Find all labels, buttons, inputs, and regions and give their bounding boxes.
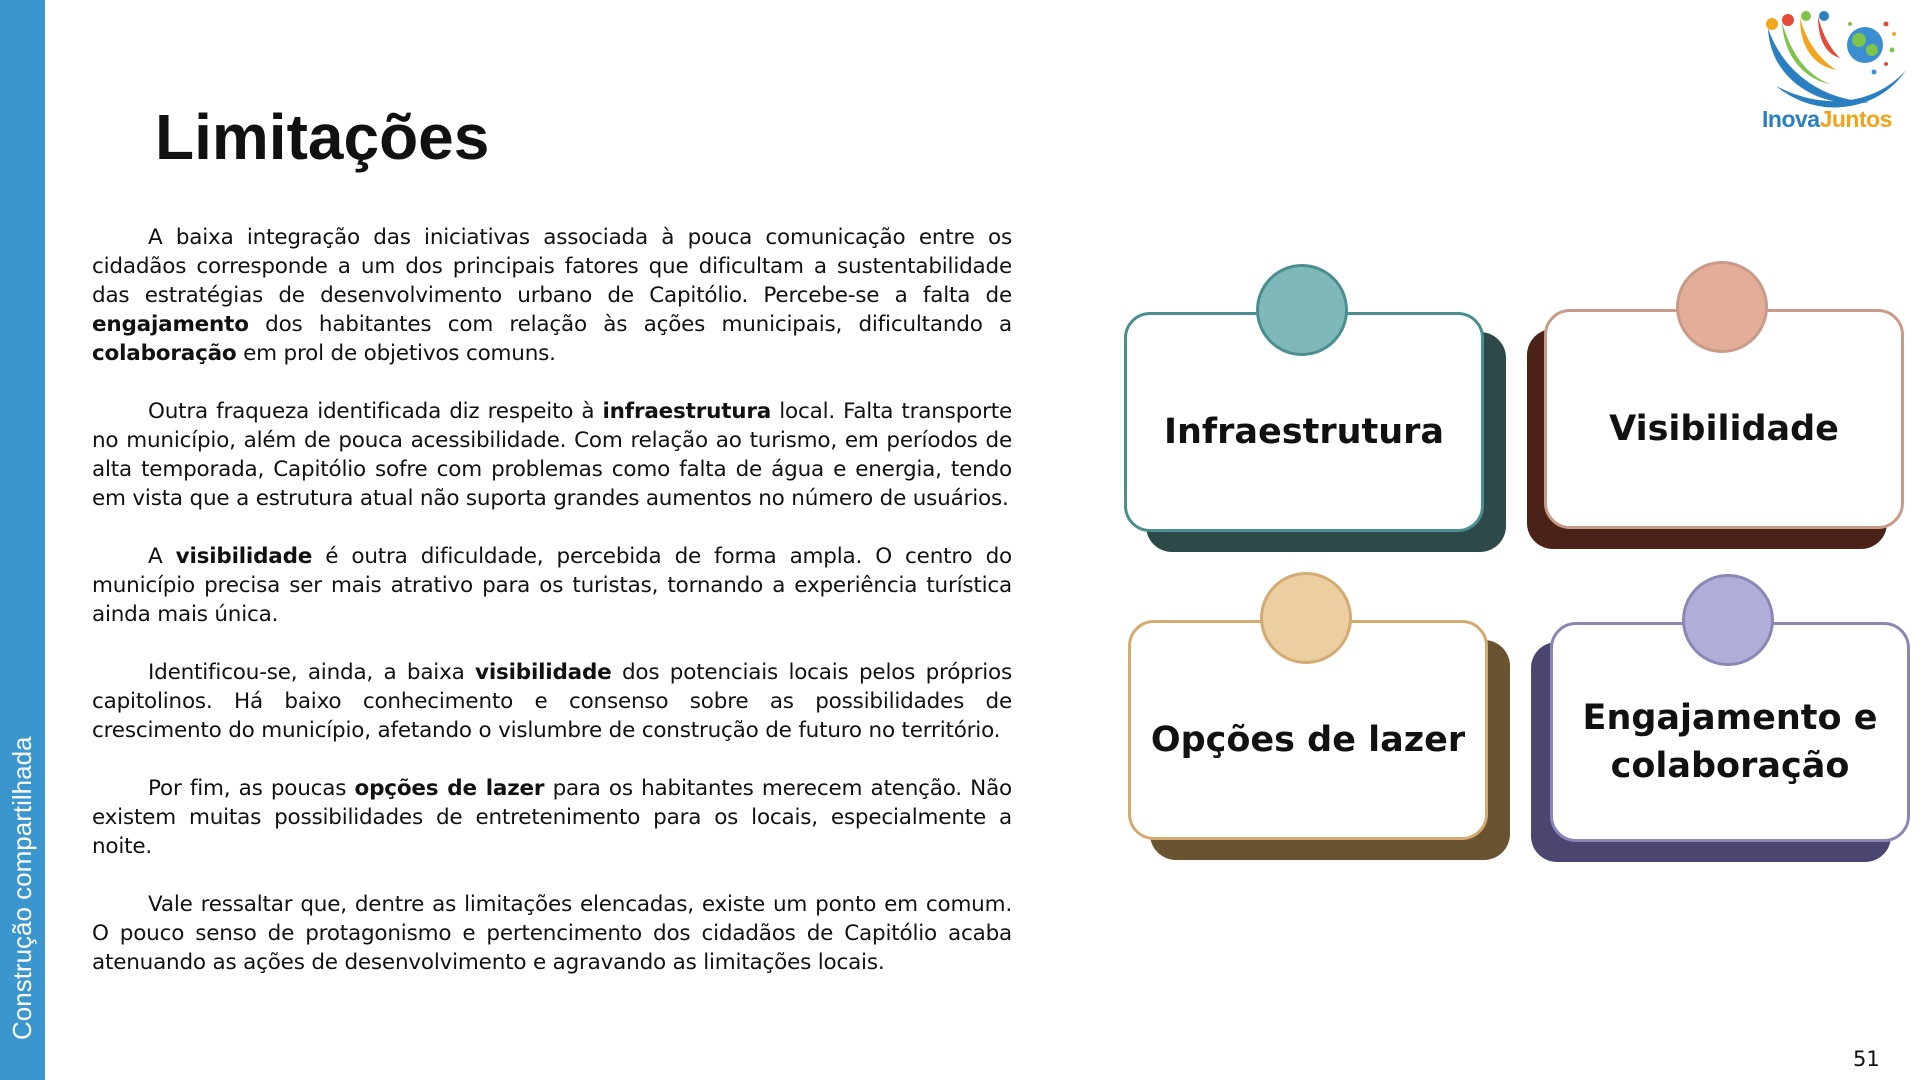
bold-text: visibilidade (475, 660, 612, 685)
card-visibilidade (1544, 309, 1904, 529)
text-run: dos potenciais locais pelos próprios capitolinos. Há baixo conhecimento e consenso sobre as possibilidades de crescimento do município, afetando o vislumbre de construção de futuro no território. (92, 660, 1012, 743)
card-circle (1682, 574, 1774, 666)
bold-text: colaboração (92, 341, 237, 366)
card-engajamento-e-colaboracao (1550, 622, 1910, 842)
paragraph (92, 542, 1012, 629)
body-text (92, 223, 1012, 1006)
text-run: para os habitantes merecem atenção. Não existem muitas possibilidades de entretenimento para os locais, especialmente a noite. (92, 776, 1012, 859)
card-label: Engajamento e colaboração (1582, 698, 1878, 786)
card-label: Visibilidade (1609, 409, 1839, 449)
text-run: é outra dificuldade, percebida de forma ampla. O centro do município precisa ser mais atrativo para os turistas, tornando a experiência turística ainda mais única. (92, 544, 1012, 627)
paragraph (92, 658, 1012, 745)
card-infraestrutura (1124, 312, 1484, 532)
bold-text: infraestrutura (602, 399, 772, 424)
page-number: 51 (1853, 1047, 1880, 1071)
text-run: dos habitantes com relação às ações municipais, dificultando a (248, 312, 1012, 337)
card-opcoes-de-lazer (1128, 620, 1488, 840)
bold-text: visibilidade (175, 544, 313, 569)
page-title: Limitações (155, 101, 490, 173)
card-circle (1676, 261, 1768, 353)
logo-text: InovaJuntos (1762, 106, 1892, 132)
card-circle (1260, 572, 1352, 664)
card-circle (1256, 264, 1348, 356)
bold-text: opções de lazer (354, 776, 545, 801)
paragraph (92, 223, 1012, 368)
text-run: Outra fraqueza identificada diz respeito à (148, 399, 603, 424)
text-run: Identificou-se, ainda, a baixa (148, 660, 476, 685)
section-label: Construção compartilhada (7, 736, 37, 1040)
paragraph (92, 890, 1012, 977)
text-run: A baixa integração das iniciativas associada à pouca comunicação entre os cidadãos corresponde a um dos principais fatores que dificultam a sustentabilidade das estratégias de desenvolvimento urbano de Capitólio. Percebe-se a falta de (92, 225, 1012, 308)
card-label: Infraestrutura (1163, 412, 1445, 452)
text-run: A (148, 544, 176, 569)
text-run: Vale ressaltar que, dentre as limitações elencadas, existe um ponto em comum. O pouco senso de protagonismo e pertencimento dos cidadãos de Capitólio acaba atenuando as ações de desenvolvimento e agravando as limitações locais. (92, 892, 1012, 975)
paragraph (92, 397, 1012, 513)
text-run: em prol de objetivos comuns. (236, 341, 556, 366)
paragraph (92, 774, 1012, 861)
text-run: Por fim, as poucas (148, 776, 355, 801)
bold-text: engajamento (92, 312, 249, 337)
text-run: local. Falta transporte no município, além de pouca acessibilidade. Com relação ao turismo, em períodos de alta temporada, Capitólio sofre com problemas como falta de água e energia, tendo em vista que a estrutura atual não suporta grandes aumentos no número de usuários. (92, 399, 1012, 511)
card-label: Opções de lazer (1150, 720, 1466, 760)
